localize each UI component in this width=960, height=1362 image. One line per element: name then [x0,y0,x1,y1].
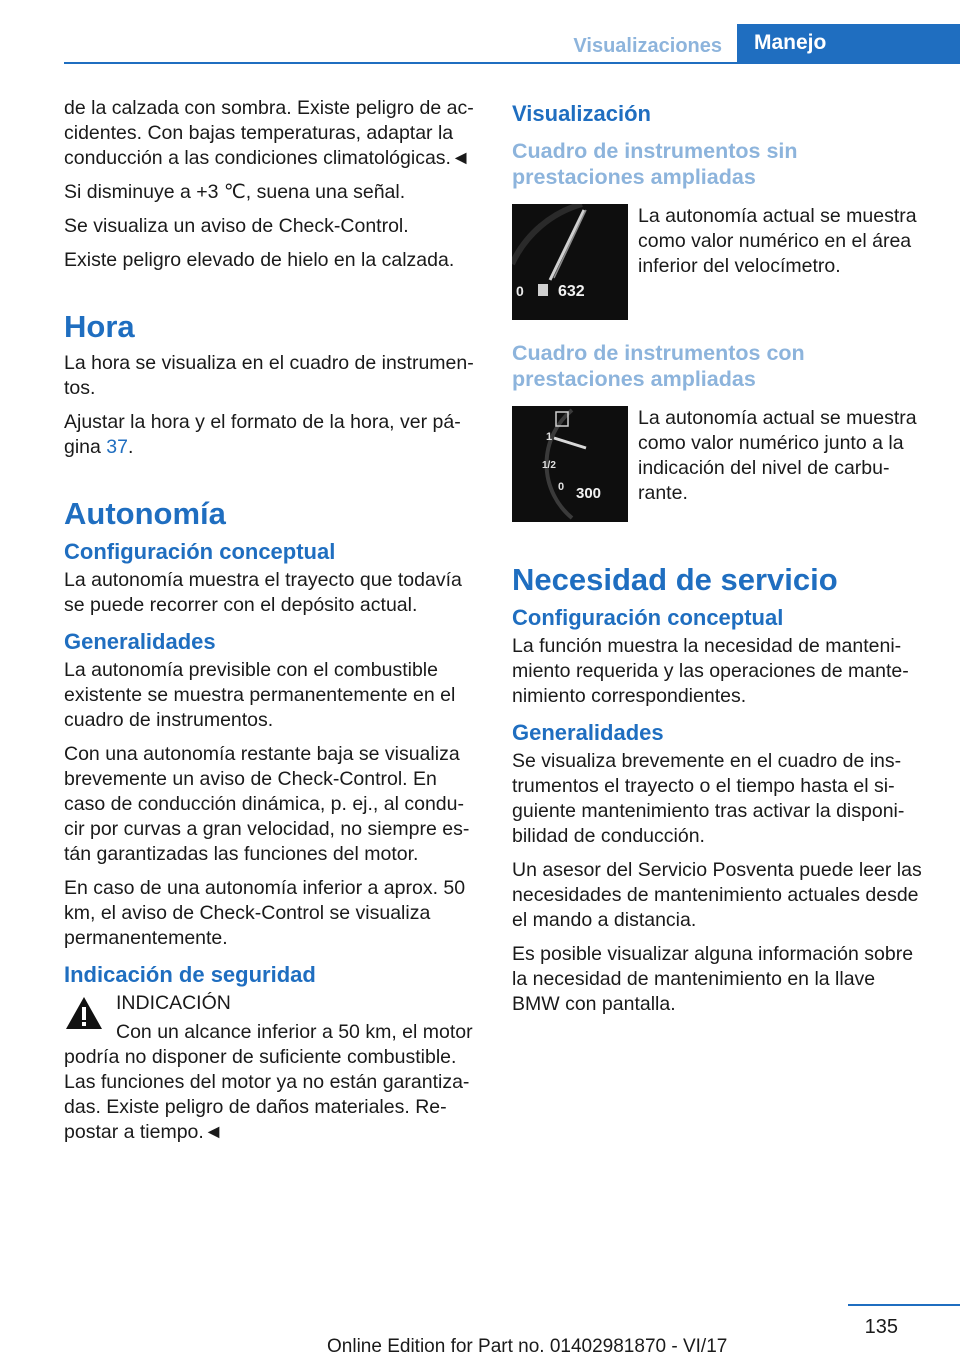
paragraph: Con una autonomía restante baja se visualiza brevemente un aviso de Check-Control. En caso de conducción dinámica, p. ej., al condu-cir por curvas a gran velocidad, no siempre es-tán garantizadas las funciones del motor. [64,743,470,865]
notice-text: Con un alcance inferior a 50 km, el motor podría no disponer de suficiente combustible. Las funciones del motor ya no están garantiza-das. Existe peligro de daños materiales. Re-postar a tiempo.◄ [64,1021,473,1143]
footer-rule [848,1304,960,1306]
section-title-hora: Hora [64,309,135,344]
paragraph: Si disminuye a +3 ℃, suena una señal. [64,181,406,203]
figure-caption: La autonomía actual se muestra como valor numérico en el área inferior del velocímetro. [638,205,917,277]
section-title-autonomia: Autonomía [64,496,226,531]
paragraph: de la calzada con sombra. Existe peligro de ac-cidentes. Con bajas temperaturas, adaptar la conducción a las condiciones climatológicas.◄ [64,97,474,169]
figure-label-half: 1/2 [542,460,556,471]
speedometer-range-figure [512,204,628,320]
paragraph: La autonomía muestra el trayecto que todavía se puede recorrer con el depósito actual. [64,569,462,616]
fuel-gauge-range-figure [512,406,628,522]
header-chapter-tab: Manejo [737,24,960,62]
figure-block [512,204,928,326]
paragraph-text: Ajustar la hora y el formato de la hora, ver pá-gina [64,411,461,458]
subsection-title: Visualización [512,101,651,126]
right-column [512,96,928,1026]
figure-label-full: 1 [546,431,553,443]
paragraph-end: . [128,436,134,458]
paragraph: Se visualiza brevemente en el cuadro de ins-trumentos el trayecto o el tiempo hasta el si-guiente mantenimiento tras activar la disponi-bilidad de conducción. [512,750,905,847]
figure-label-empty: 0 [558,481,565,493]
subsection-title: Configuración conceptual [64,539,336,564]
paragraph: La hora se visualiza en el cuadro de instrumen-tos. [64,352,474,399]
warning-icon [64,995,104,1031]
subsection-title: Generalidades [512,720,664,745]
header-section-title: Visualizaciones [573,35,722,57]
sub-subsection-title: Cuadro de instrumentos sin prestaciones ampliadas [512,139,798,189]
paragraph: En caso de una autonomía inferior a aprox. 50 km, el aviso de Check-Control se visualiza permanentemente. [64,877,466,949]
safety-notice [64,991,480,1145]
sub-subsection-title: Cuadro de instrumentos con prestaciones ampliadas [512,341,805,391]
page-link[interactable]: 37 [106,436,128,458]
section-title-servicio: Necesidad de servicio [512,562,838,597]
paragraph: Se visualiza un aviso de Check-Control. [64,215,409,237]
edition-note: Online Edition for Part no. 01402981870 - VI/17 [327,1336,728,1357]
paragraph: La autonomía previsible con el combustible existente se muestra permanentemente en el cuadro de instrumentos. [64,659,456,731]
paragraph: Existe peligro elevado de hielo en la calzada. [64,249,455,271]
subsection-title: Indicación de seguridad [64,962,316,987]
subsection-title: Generalidades [64,629,216,654]
paragraph: Un asesor del Servicio Posventa puede leer las necesidades de mantenimiento actuales desde el mando a distancia. [512,859,922,931]
header-rule [64,62,960,64]
paragraph: Es posible visualizar alguna información sobre la necesidad de mantenimiento en la llave BMW con pantalla. [512,943,914,1015]
figure-label-zero: 0 [516,283,524,299]
page-number: 135 [864,1316,898,1338]
notice-title: INDICACIÓN [116,992,231,1014]
figure-block [512,406,928,528]
left-column [64,96,480,1154]
figure-caption: La autonomía actual se muestra como valor numérico junto a la indicación del nivel de carbu-rante. [638,407,917,504]
figure-range-value: 632 [558,283,585,300]
paragraph: La función muestra la necesidad de manteni-miento requerida y las operaciones de mante-nimiento correspondientes. [512,635,909,707]
paragraph [64,410,480,460]
figure-range-value: 300 [576,485,602,502]
subsection-title: Configuración conceptual [512,605,784,630]
